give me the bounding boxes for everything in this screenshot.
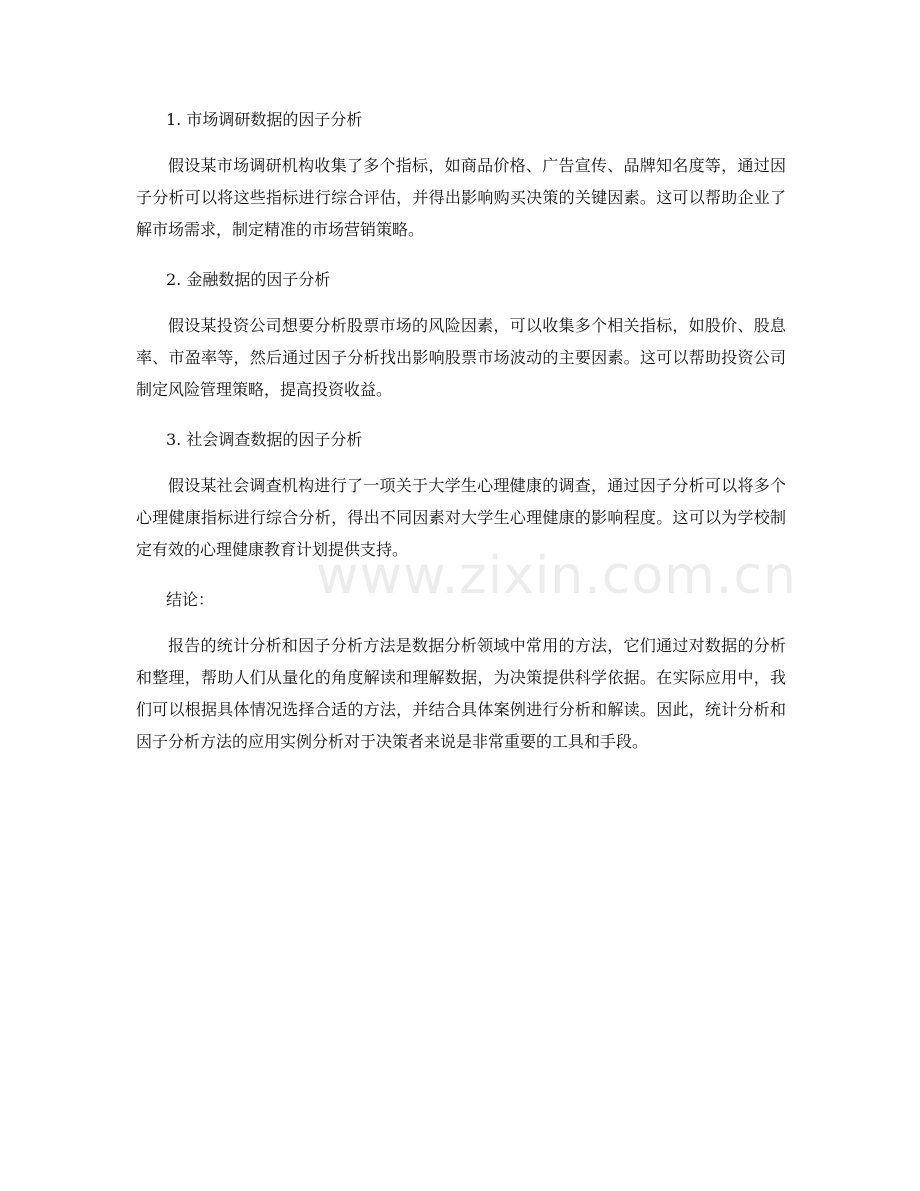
section-heading-market-research: 1. 市场调研数据的因子分析 bbox=[166, 110, 363, 129]
document-content bbox=[136, 104, 786, 758]
section-heading-finance: 2. 金融数据的因子分析 bbox=[166, 270, 331, 289]
conclusion-heading: 结论： bbox=[166, 590, 215, 609]
section-body-market-research: 假设某市场调研机构收集了多个指标，如商品价格、广告宣传、品牌知名度等，通过因子分析可以将这些指标进行综合评估，并得出影响购买决策的关键因素。这可以帮助企业了解市场需求，制定精准的市场营销策略。 bbox=[136, 156, 786, 239]
section-heading-social-survey: 3. 社会调查数据的因子分析 bbox=[166, 430, 363, 449]
watermark-text: www.zixin.com.cn bbox=[316, 546, 797, 606]
section-body-social-survey: 假设某社会调查机构进行了一项关于大学生心理健康的调查，通过因子分析可以将多个心理健康指标进行综合分析，得出不同因素对大学生心理健康的影响程度。这可以为学校制定有效的心理健康教育计划提供支持。 bbox=[136, 476, 786, 559]
conclusion-body: 报告的统计分析和因子分析方法是数据分析领域中常用的方法，它们通过对数据的分析和整理，帮助人们从量化的角度解读和理解数据，为决策提供科学依据。在实际应用中，我们可以根据具体情况选择合适的方法，并结合具体案例进行分析和解读。因此，统计分析和因子分析方法的应用实例分析对于决策者来说是非常重要的工具和手段。 bbox=[136, 636, 786, 751]
section-body-finance: 假设某投资公司想要分析股票市场的风险因素，可以收集多个相关指标，如股价、股息率、市盈率等，然后通过因子分析找出影响股票市场波动的主要因素。这可以帮助投资公司制定风险管理策略，提高投资收益。 bbox=[136, 316, 786, 399]
